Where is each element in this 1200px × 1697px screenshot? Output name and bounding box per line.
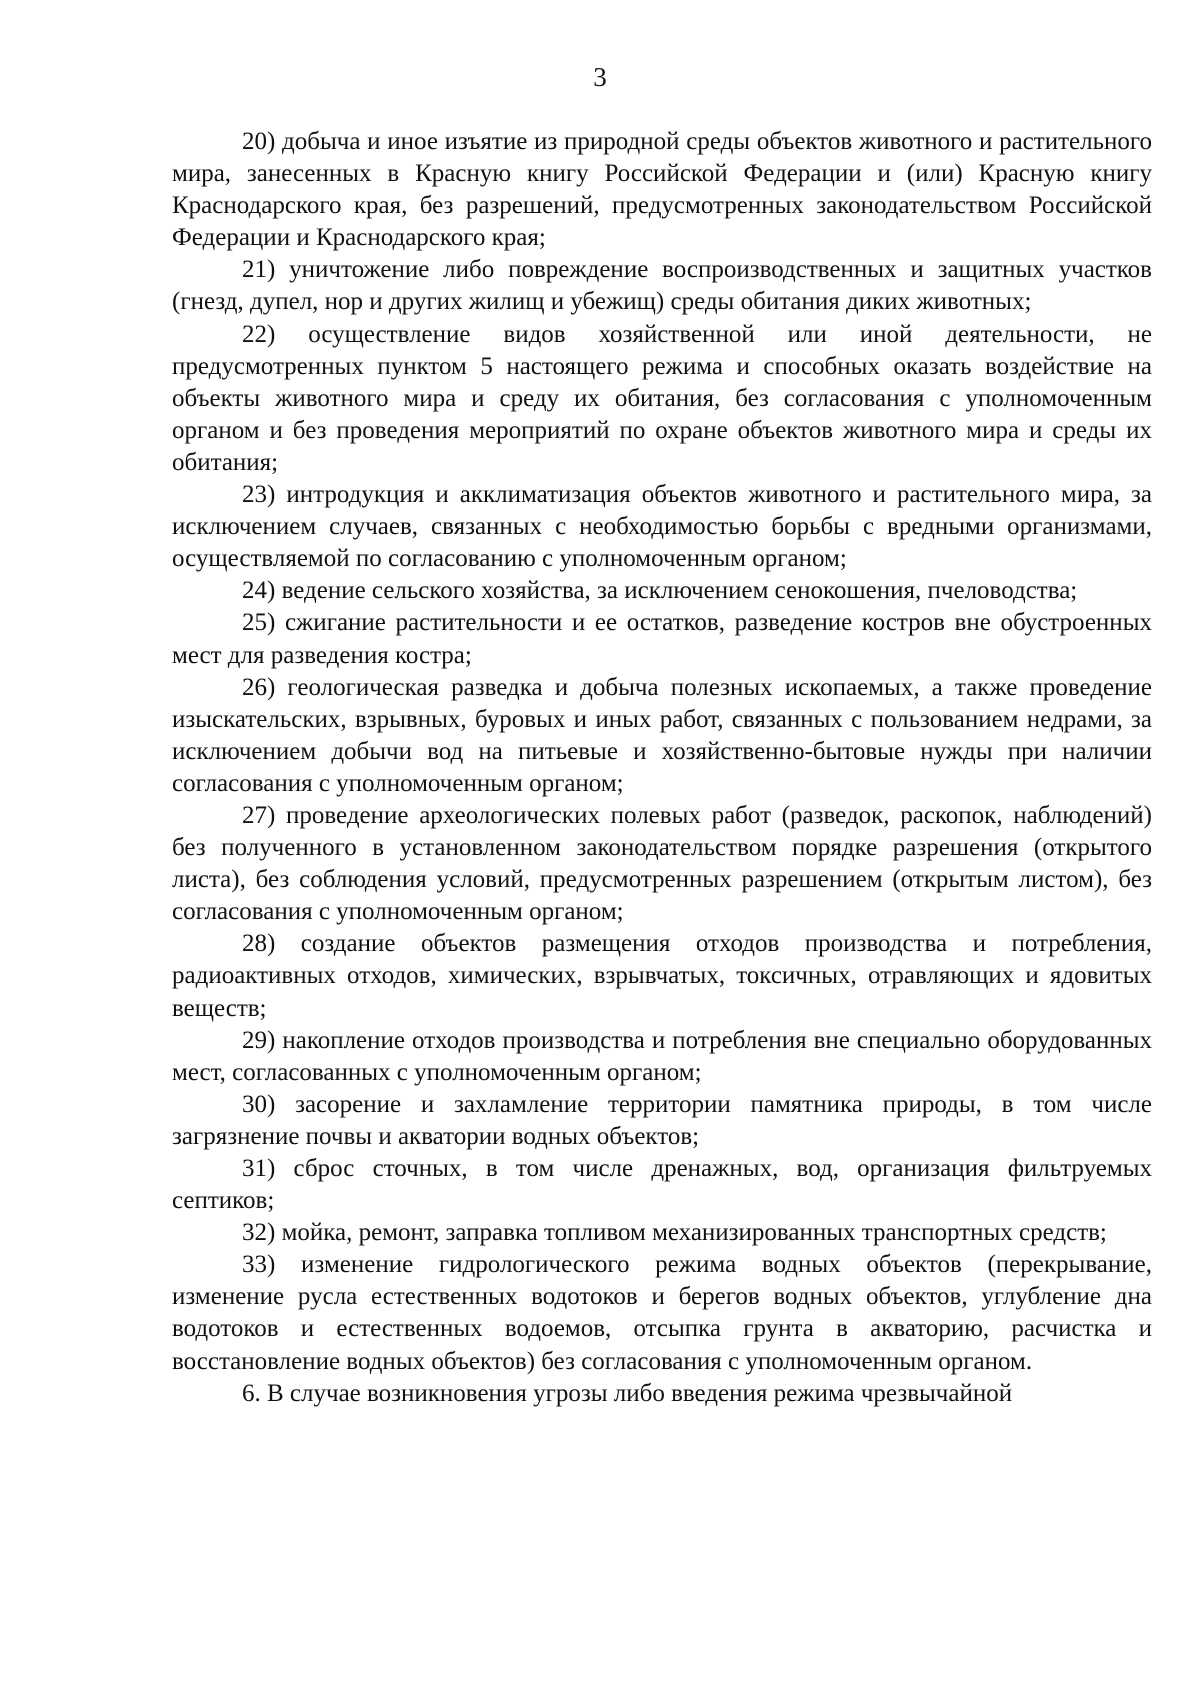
list-item-23: 23) интродукция и акклиматизация объектов животного и растительного мира, за исключением случаев, связанных с необходимостью борьбы с вредными организмами, осуществляемой по согласованию с уполномоченным органом;	[172, 481, 1152, 573]
list-item-33: 33) изменение гидрологического режима водных объектов (перекрывание, изменение русла естественных водотоков и берегов водных объектов, углубление дна водотоков и естественных водоемов, отсыпка грунта в акваторию, расчистка и восстановление водных объектов) без согласования с уполномоченным органом.	[172, 1251, 1152, 1375]
list-item-28: 28) создание объектов размещения отходов производства и потребления, радиоактивных отходов, химических, взрывчатых, токсичных, отравляющих и ядовитых веществ;	[172, 930, 1152, 1022]
section-6-paragraph: 6. В случае возникновения угрозы либо введения режима чрезвычайной	[242, 1379, 1013, 1407]
list-item-21: 21) уничтожение либо повреждение воспроизводственных и защитных участков (гнезд, дупел, нор и других жилищ и убежищ) среды обитания диких животных;	[172, 256, 1152, 316]
list-item-24: 24) ведение сельского хозяйства, за исключением сенокошения, пчеловодства;	[242, 577, 1078, 605]
page-number: 3	[593, 62, 607, 92]
list-item-31: 31) сброс сточных, в том числе дренажных, вод, организация фильтруемых септиков;	[172, 1155, 1152, 1215]
list-item-29: 29) накопление отходов производства и потребления вне специально оборудованных мест, согласованных с уполномоченным органом;	[172, 1026, 1152, 1086]
document-body	[172, 126, 1152, 1410]
list-item-32: 32) мойка, ремонт, заправка топливом механизированных транспортных средств;	[242, 1219, 1107, 1247]
list-item-25: 25) сжигание растительности и ее остатков, разведение костров вне обустроенных мест для разведения костра;	[172, 609, 1152, 669]
list-item-22: 22) осуществление видов хозяйственной или иной деятельности, не предусмотренных пунктом 5 настоящего режима и способных оказать воздействие на объекты животного мира и среду их обитания, без согласования с уполномоченным органом и без проведения мероприятий по охране объектов животного мира и среды их обитания;	[172, 320, 1152, 476]
list-item-30: 30) засорение и захламление территории памятника природы, в том числе загрязнение почвы и акватории водных объектов;	[172, 1090, 1152, 1150]
list-item-20: 20) добыча и иное изъятие из природной среды объектов животного и растительного мира, занесенных в Красную книгу Российской Федерации и (или) Красную книгу Краснодарского края, без разрешений, предусмотренных законодательством Российской Федерации и Краснодарского края;	[172, 128, 1152, 252]
list-item-26: 26) геологическая разведка и добыча полезных ископаемых, а также проведение изыскательских, взрывных, буровых и иных работ, связанных с пользованием недрами, за исключением добычи вод на питьевые и хозяйственно-бытовые нужды при наличии согласования с уполномоченным органом;	[172, 673, 1152, 797]
list-item-27: 27) проведение археологических полевых работ (разведок, раскопок, наблюдений) без полученного в установленном законодательством порядке разрешения (открытого листа), без соблюдения условий, предусмотренных разрешением (открытым листом), без согласования с уполномоченным органом;	[172, 801, 1152, 926]
